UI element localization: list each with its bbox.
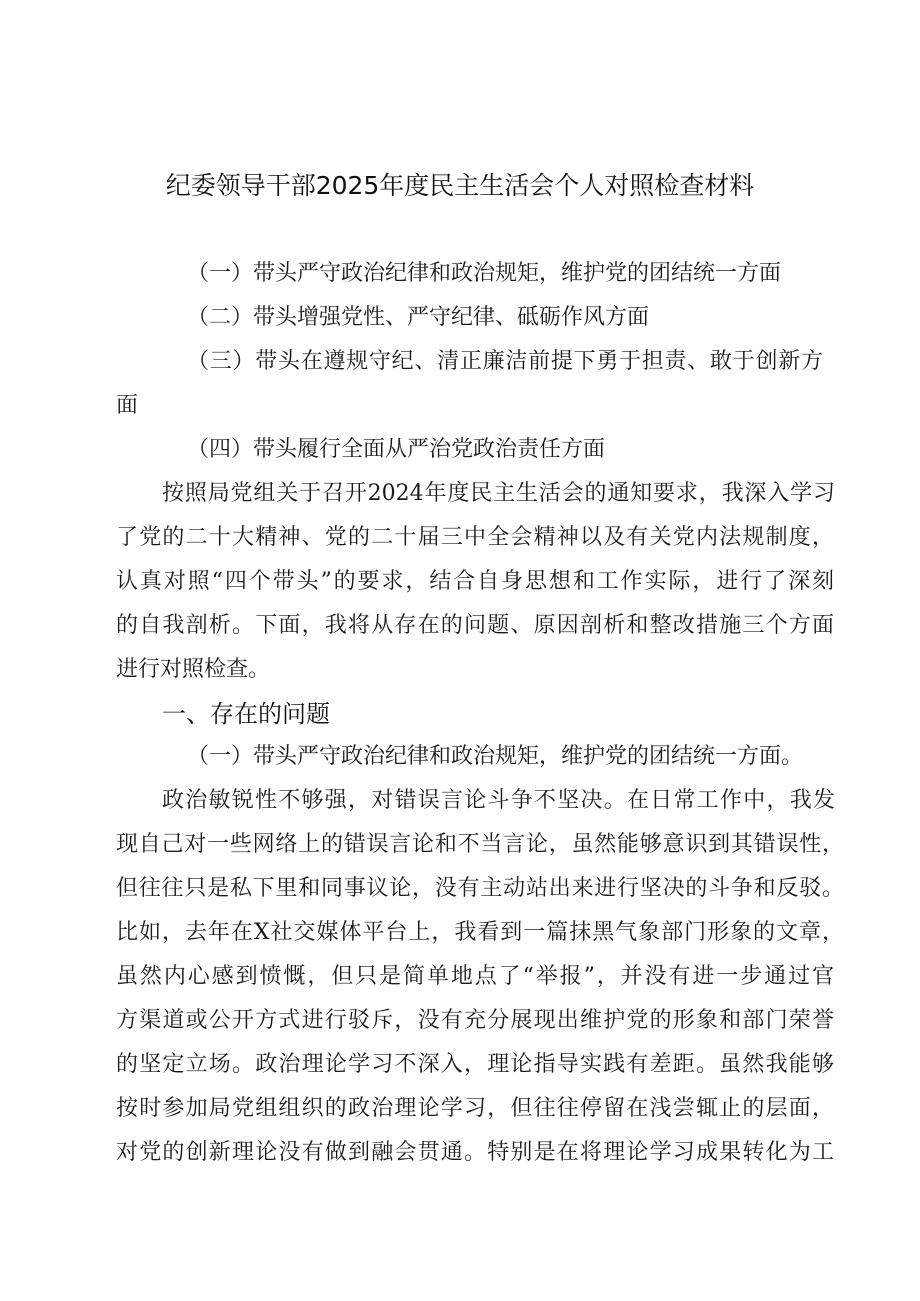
subsection-heading: （一）带头严守政治纪律和政治规矩，维护党的团结统一方面。: [187, 744, 804, 769]
body-line-5: 虽然内心感到愤慨，但只是简单地点了“举报”，并没有进一步通过官: [116, 964, 834, 989]
intro-line-1: 按照局党组关于召开2024年度民主生活会的通知要求，我深入学习: [162, 481, 835, 506]
document-title: 纪委领导干部2025年度民主生活会个人对照检查材料: [165, 171, 755, 200]
body-line-9: 对党的创新理论没有做到融会贯通。特别是在将理论学习成果转化为工: [116, 1140, 834, 1165]
outline-item-2: （二）带头增强党性、严守纪律、砥砺作风方面: [187, 305, 650, 330]
body-line-4: 比如，去年在X社交媒体平台上，我看到一篇抹黑气象部门形象的文章，: [116, 920, 844, 945]
body-line-8: 按时参加局党组组织的政治理论学习，但往往停留在浅尝辄止的层面，: [116, 1096, 834, 1121]
intro-line-2: 了党的二十大精神、党的二十届三中全会精神以及有关党内法规制度，: [116, 525, 834, 550]
outline-item-4: （四）带头履行全面从严治党政治责任方面: [187, 437, 606, 462]
outline-item-1: （一）带头严守政治纪律和政治规矩，维护党的团结统一方面: [187, 261, 782, 286]
intro-line-3: 认真对照“四个带头”的要求，结合自身思想和工作实际，进行了深刻: [116, 569, 834, 594]
intro-line-5: 进行对照检查。: [116, 657, 271, 682]
outline-item-3-cont: 面: [116, 393, 139, 418]
outline-item-3: （三）带头在遵规守纪、清正廉洁前提下勇于担责、敢于创新方: [187, 349, 823, 374]
body-line-3: 但往往只是私下里和同事议论，没有主动站出来进行坚决的斗争和反驳。: [116, 876, 844, 901]
body-line-6: 方渠道或公开方式进行驳斥，没有充分展现出维护党的形象和部门荣誉: [116, 1008, 834, 1033]
intro-line-4: 的自我剖析。下面，我将从存在的问题、原因剖析和整改措施三个方面: [116, 613, 834, 638]
body-line-7: 的坚定立场。政治理论学习不深入，理论指导实践有差距。虽然我能够: [116, 1052, 834, 1077]
section-heading: 一、存在的问题: [162, 700, 330, 728]
body-line-2: 现自己对一些网络上的错误言论和不当言论，虽然能够意识到其错误性，: [116, 832, 844, 857]
body-line-1: 政治敏锐性不够强，对错误言论斗争不坚决。在日常工作中，我发: [162, 788, 835, 813]
